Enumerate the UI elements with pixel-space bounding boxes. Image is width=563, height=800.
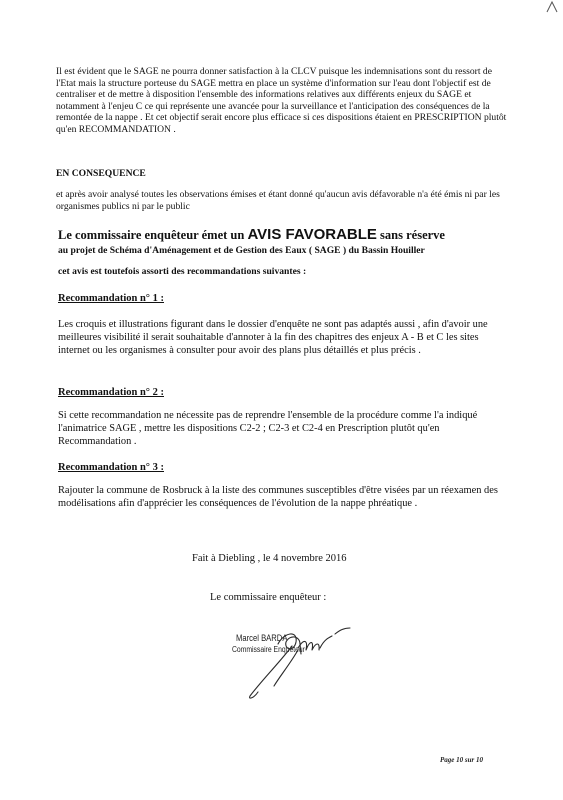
stamp-name: Marcel BARDA xyxy=(236,633,288,643)
recommendation-1-text: Les croquis et illustrations figurant dans le dossier d'enquête ne sont pas adaptés aussi , afin d'avoir une meilleures visibilité il serait souhaitable d'annoter à la fin des chapitres des enjeux A - B et C les sites internet ou les organismes à consulter pour avoir des plans plus détaillés et plus précis . xyxy=(58,319,488,356)
recommendation-2-heading: Recommandation n° 2 : xyxy=(58,387,164,398)
recommendations-intro: cet avis est toutefois assorti des recommandations suivantes : xyxy=(58,266,307,277)
recommendation-3-heading: Recommandation n° 3 : xyxy=(58,462,164,473)
page-number: Page 10 sur 10 xyxy=(440,756,483,764)
paragraph-clcv: Il est évident que le SAGE ne pourra donner satisfaction à la CLCV puisque les indemnisations sont du ressort de l'Etat mais la structure porteuse du SAGE mettra en place un système d'information sur l'eau dont l'objectif est de centraliser et de mettre à disposition l'ensemble des informations relatives aux différents enjeux du SAGE et notamment à l'enjeu C ce qui représente une avancée pour la surveillance et l'anticipation des conséquences de la remontée de la nappe . Et cet objectif serait encore plus efficace si ces dispositions étaient en PRESCRIPTION plutôt qu'en RECOMMANDATION . xyxy=(56,66,507,135)
avis-favorable: AVIS FAVORABLE xyxy=(247,226,377,243)
avis-suffix: sans réserve xyxy=(380,228,445,242)
place-date: Fait à Diebling , le 4 novembre 2016 xyxy=(192,553,347,564)
commissaire-label: Le commissaire enquêteur : xyxy=(210,592,327,603)
paragraph-analysis: et après avoir analysé toutes les observations émises et étant donné qu'aucun avis défavorable n'a été émis ni par les organismes publics ni par le public xyxy=(56,189,500,212)
scan-corner-mark xyxy=(545,0,559,14)
recommendation-1-heading: Recommandation n° 1 : xyxy=(58,293,164,304)
avis-line xyxy=(58,228,518,242)
stamp-title: Commissaire Enquêteur xyxy=(232,645,305,654)
avis-subject: au projet de Schéma d'Aménagement et de Gestion des Eaux ( SAGE ) du Bassin Houiller xyxy=(58,245,425,256)
recommendation-2-text: Si cette recommandation ne nécessite pas de reprendre l'ensemble de la procédure comme l'a indiqué l'animatrice SAGE , mettre les dispositions C2-2 ; C2-3 et C2-4 en Prescription plutôt qu'en Recommandation . xyxy=(58,410,478,447)
heading-en-consequence: EN CONSEQUENCE xyxy=(56,168,146,179)
handwritten-signature xyxy=(240,610,370,710)
avis-prefix: Le commissaire enquêteur émet un xyxy=(58,228,245,242)
recommendation-3-text: Rajouter la commune de Rosbruck à la liste des communes susceptibles d'être visées par un réexamen des modélisations afin d'apprécier les conséquences de l'évolution de la nappe phréatique . xyxy=(58,485,498,509)
